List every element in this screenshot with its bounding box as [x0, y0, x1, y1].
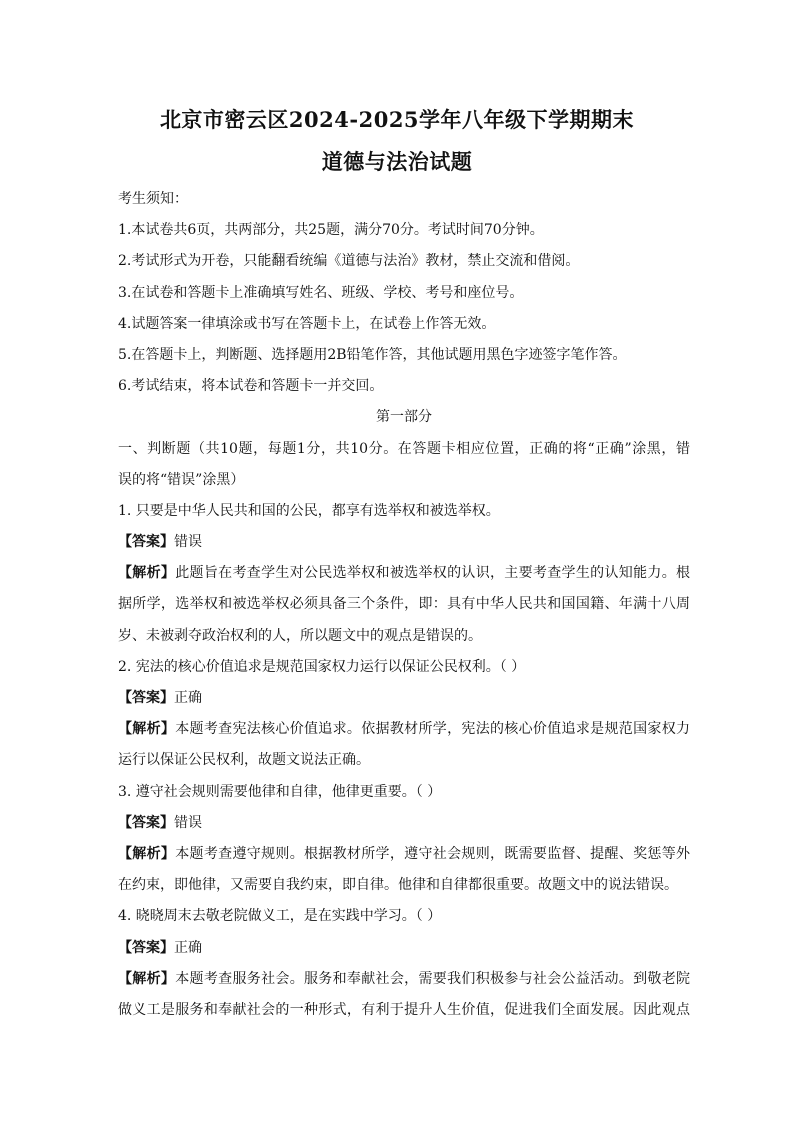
- document-title: 北京市密云区2024-2025学年八年级下学期期末: [159, 107, 635, 132]
- analysis-label: 【解析】: [118, 970, 176, 987]
- notice-heading: 考生须知：: [118, 191, 188, 207]
- analysis-text: 此题旨在考查学生对公民选举权和被选举权的认识，主要考查学生的认知能力。根: [175, 565, 690, 582]
- analysis-line: [118, 839, 690, 870]
- document-subtitle: 道德与法治试题: [321, 149, 473, 174]
- analysis-line: 做义工是服务和奉献社会的一种形式，有利于提升人生价值，促进我们全面发展。因此观点: [118, 1001, 690, 1018]
- analysis-line: 岁、未被剥夺政治权利的人，所以题文中的观点是错误的。: [118, 627, 482, 644]
- answer-line: [118, 933, 690, 964]
- answer-value: 正确: [174, 690, 202, 706]
- analysis-line: [118, 964, 690, 995]
- section-intro-line: 一、判断题（共10题，每题1分，共10分。在答题卡相应位置，正确的将“正确”涂黑，错: [118, 440, 690, 457]
- analysis-label: 【解析】: [118, 845, 176, 862]
- analysis-line: [118, 714, 690, 745]
- analysis-line: 运行以保证公民权利，故题文说法正确。: [118, 752, 370, 769]
- notice-item: 3.在试卷和答题卡上准确填写姓名、班级、学校、考号和座位号。: [118, 284, 524, 301]
- answer-label: 【答案】: [118, 534, 174, 551]
- question-stem: 2. 宪法的核心价值追求是规范国家权力运行以保证公民权利。（ ）: [118, 658, 526, 675]
- analysis-line: [118, 558, 690, 589]
- question-stem: 1. 只要是中华人民共和国的公民，都享有选举权和被选举权。: [118, 502, 500, 519]
- notice-item: 6.考试结束，将本试卷和答题卡一并交回。: [118, 378, 384, 395]
- analysis-label: 【解析】: [118, 565, 176, 582]
- question-stem: 4. 晓晓周末去敬老院做义工，是在实践中学习。（ ）: [118, 908, 442, 925]
- part-title: 第一部分: [376, 409, 432, 426]
- document-body: [118, 184, 690, 1026]
- answer-line: [118, 527, 690, 558]
- analysis-line: 据所学，选举权和被选举权必须具备三个条件，即：具有中华人民共和国国籍、年满十八周: [118, 596, 690, 613]
- answer-label: 【答案】: [118, 814, 174, 831]
- answer-value: 错误: [174, 814, 202, 831]
- answer-line: [118, 683, 690, 714]
- answer-line: [118, 808, 690, 839]
- analysis-text: 本题考查遵守规则。根据教材所学，遵守社会规则，既需要监督、提醒、奖惩等外: [175, 845, 690, 862]
- notice-item: 2.考试形式为开卷，只能翻看统编《道德与法治》教材，禁止交流和借阅。: [118, 253, 580, 270]
- analysis-line: 在约束，即他律，又需要自我约束，即自律。他律和自律都很重要。故题文中的说法错误。: [118, 877, 678, 894]
- answer-label: 【答案】: [118, 939, 174, 956]
- question-stem: 3. 遵守社会规则需要他律和自律，他律更重要。（ ）: [118, 783, 442, 800]
- notice-item: 4.试题答案一律填涂或书写在答题卡上，在试卷上作答无效。: [118, 315, 496, 332]
- answer-value: 错误: [174, 534, 202, 551]
- answer-label: 【答案】: [118, 690, 174, 706]
- notice-item: 5.在答题卡上，判断题、选择题用2B铅笔作答，其他试题用黑色字迹签字笔作答。: [118, 346, 627, 363]
- analysis-text: 本题考查服务社会。服务和奉献社会，需要我们积极参与社会公益活动。到敬老院: [175, 970, 690, 987]
- answer-value: 正确: [174, 939, 202, 956]
- notice-item: 1.本试卷共6页，共两部分，共25题，满分70分。考试时间70分钟。: [118, 222, 544, 239]
- analysis-text: 本题考查宪法核心价值追求。依据教材所学，宪法的核心价值追求是规范国家权力: [175, 721, 690, 738]
- analysis-label: 【解析】: [118, 721, 176, 738]
- section-intro-line: 误的将“错误”涂黑）: [118, 471, 245, 488]
